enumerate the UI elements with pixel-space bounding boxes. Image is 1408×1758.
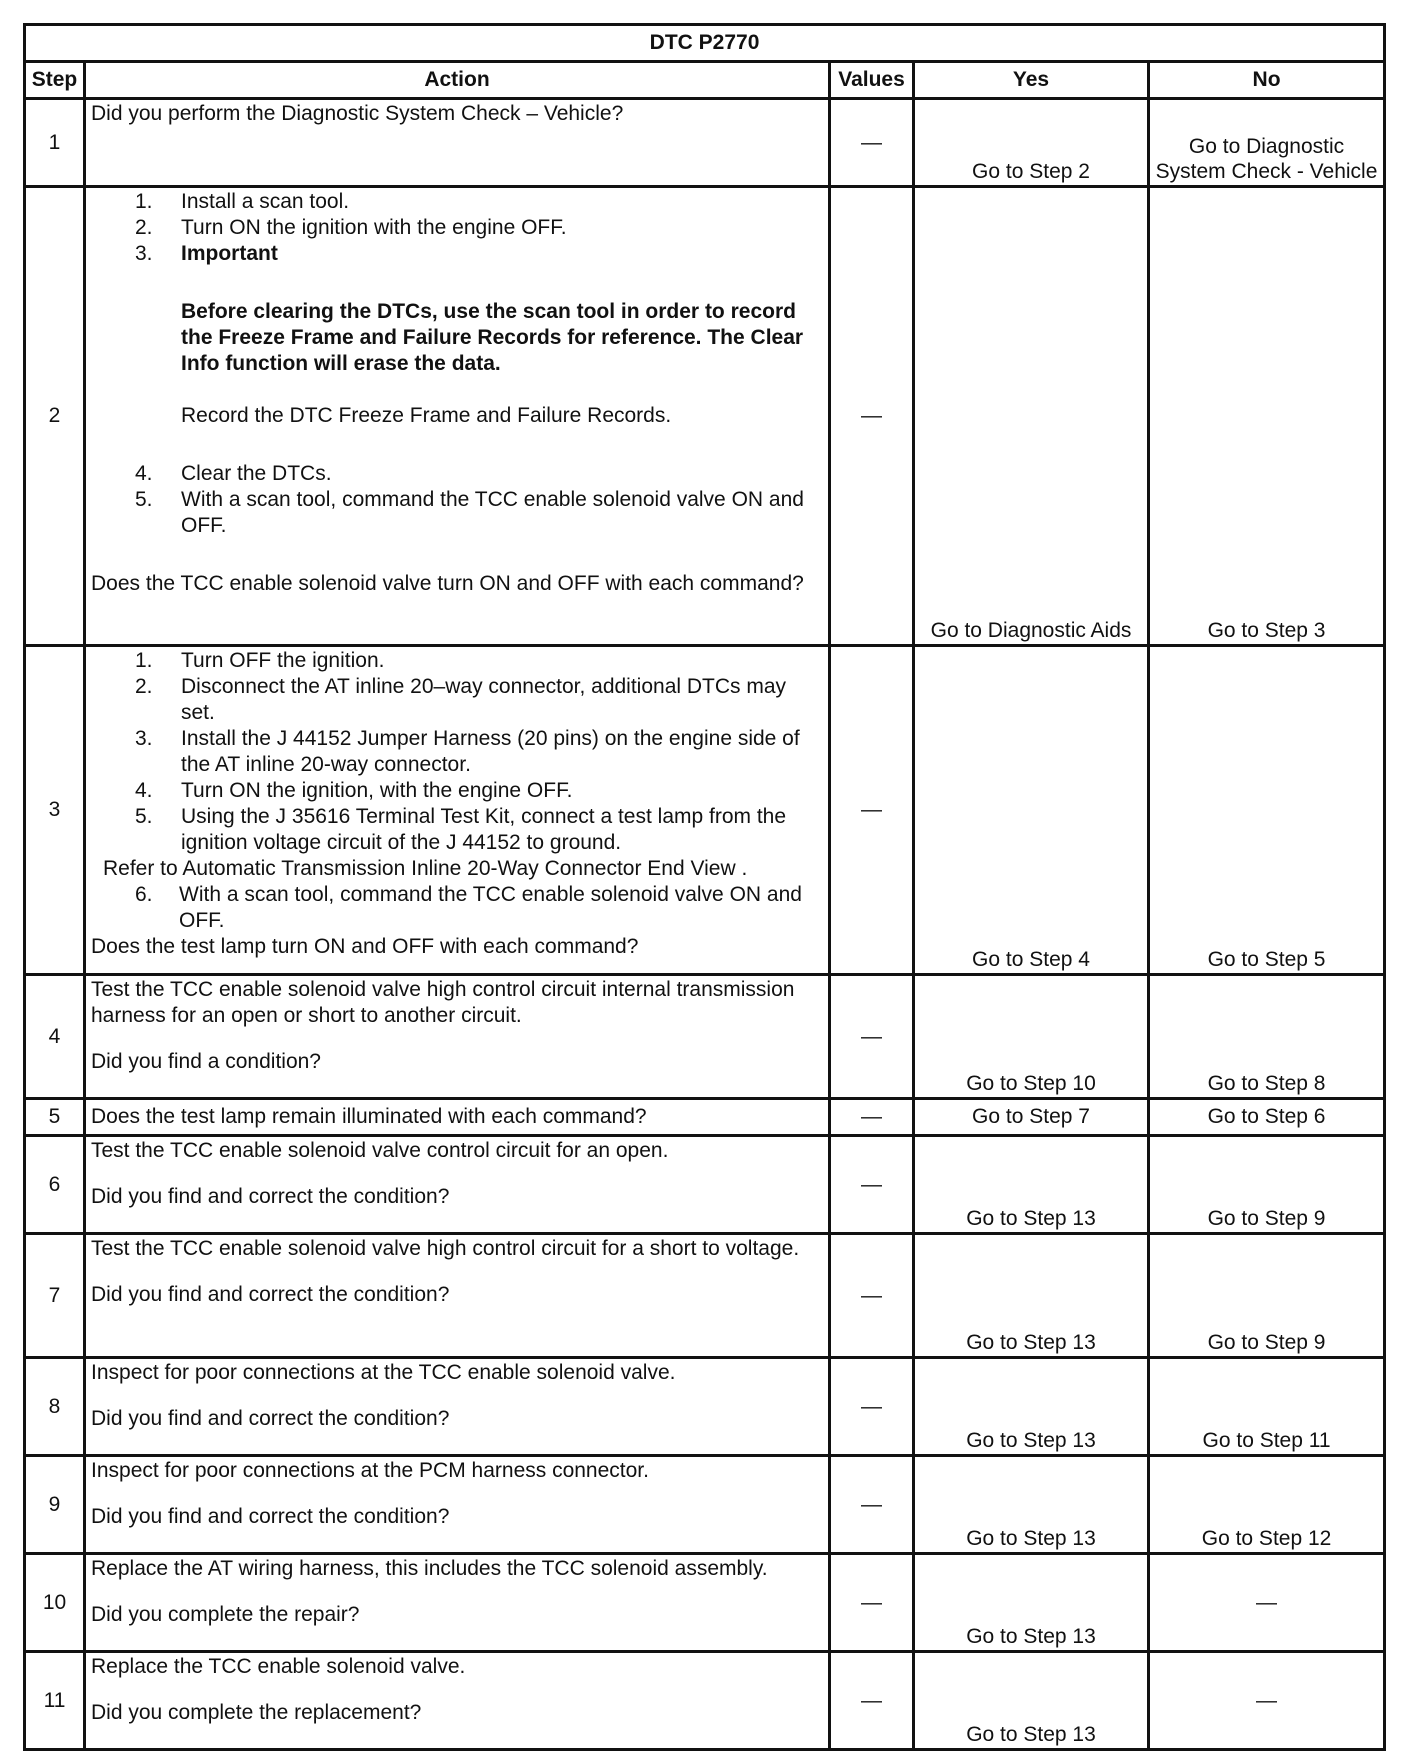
action-text: Replace the TCC enable solenoid valve. xyxy=(91,1655,466,1678)
values-cell: — xyxy=(830,1652,914,1750)
yes-cell: Go to Step 13 xyxy=(914,1554,1149,1652)
table-title: DTC P2770 xyxy=(25,25,1385,62)
list-item xyxy=(91,778,823,804)
action-question: Did you find a condition? xyxy=(91,1050,321,1073)
values-cell: — xyxy=(830,1358,914,1456)
item-number: 5. xyxy=(135,805,153,828)
no-cell: — xyxy=(1149,1554,1385,1652)
action-cell xyxy=(85,1554,830,1652)
item-text: Turn ON the ignition with the engine OFF. xyxy=(181,216,567,239)
table-row xyxy=(25,187,1385,646)
action-question: Did you find and correct the condition? xyxy=(91,1283,450,1306)
action-cell xyxy=(85,1652,830,1750)
action-text: Test the TCC enable solenoid valve control circuit for an open. xyxy=(91,1139,669,1162)
step-number: 7 xyxy=(25,1234,85,1358)
dtc-table xyxy=(23,23,1386,1751)
item-text: Turn OFF the ignition. xyxy=(181,649,385,672)
action-text: Inspect for poor connections at the TCC enable solenoid valve. xyxy=(91,1361,676,1384)
item-number: 4. xyxy=(135,462,153,485)
table-row xyxy=(25,1456,1385,1554)
action-cell xyxy=(85,1234,830,1358)
step-number: 8 xyxy=(25,1358,85,1456)
no-cell: Go to Diagnostic System Check - Vehicle xyxy=(1149,99,1385,187)
action-steps xyxy=(91,648,823,856)
yes-cell: Go to Step 2 xyxy=(914,99,1149,187)
action-question: Does the test lamp turn ON and OFF with each command? xyxy=(91,935,639,958)
list-item xyxy=(91,487,823,539)
action-cell xyxy=(85,1099,830,1136)
action-text: Test the TCC enable solenoid valve high control circuit for a short to voltage. xyxy=(91,1237,800,1260)
values-cell: — xyxy=(830,1136,914,1234)
yes-cell: Go to Step 13 xyxy=(914,1358,1149,1456)
action-cell xyxy=(85,1358,830,1456)
item-number: 1. xyxy=(135,649,153,672)
step-number: 11 xyxy=(25,1652,85,1750)
action-cell xyxy=(85,99,830,187)
item-number: 2. xyxy=(135,216,153,239)
action-question: Did you complete the repair? xyxy=(91,1603,360,1626)
important-heading: Important xyxy=(181,242,278,265)
values-cell: — xyxy=(830,187,914,646)
action-question: Did you find and correct the condition? xyxy=(91,1505,450,1528)
action-steps xyxy=(91,461,823,539)
no-cell: — xyxy=(1149,1652,1385,1750)
step-number: 1 xyxy=(25,99,85,187)
action-question: Does the test lamp remain illuminated with each command? xyxy=(91,1105,647,1128)
header-no: No xyxy=(1149,62,1385,99)
header-yes: Yes xyxy=(914,62,1149,99)
action-question: Did you find and correct the condition? xyxy=(91,1407,450,1430)
action-steps xyxy=(91,882,823,934)
no-cell: Go to Step 9 xyxy=(1149,1136,1385,1234)
item-text: Clear the DTCs. xyxy=(181,462,332,485)
header-row xyxy=(25,62,1385,99)
table-row xyxy=(25,99,1385,187)
action-text: Replace the AT wiring harness, this includes the TCC solenoid assembly. xyxy=(91,1557,768,1580)
no-cell: Go to Step 6 xyxy=(1149,1099,1385,1136)
list-item xyxy=(91,804,823,856)
no-cell: Go to Step 3 xyxy=(1149,187,1385,646)
no-cell: Go to Step 12 xyxy=(1149,1456,1385,1554)
step-number: 3 xyxy=(25,646,85,975)
table-row xyxy=(25,1652,1385,1750)
action-cell xyxy=(85,975,830,1099)
no-cell: Go to Step 9 xyxy=(1149,1234,1385,1358)
values-cell: — xyxy=(830,1234,914,1358)
header-action: Action xyxy=(85,62,830,99)
refer-link-text: Refer to Automatic Transmission Inline 20-Way Connector End View . xyxy=(103,857,748,880)
item-number: 3. xyxy=(135,727,153,750)
step-number: 5 xyxy=(25,1099,85,1136)
yes-cell: Go to Step 13 xyxy=(914,1136,1149,1234)
yes-cell: Go to Step 4 xyxy=(914,646,1149,975)
action-question: Does the TCC enable solenoid valve turn ON and OFF with each command? xyxy=(91,572,804,595)
item-text: Install a scan tool. xyxy=(181,190,350,213)
item-text: Using the J 35616 Terminal Test Kit, connect a test lamp from the ignition voltage circuit of the J 44152 to ground. xyxy=(181,805,787,854)
list-item xyxy=(91,726,823,778)
step-number: 4 xyxy=(25,975,85,1099)
action-steps xyxy=(91,189,823,267)
yes-cell: Go to Step 7 xyxy=(914,1099,1149,1136)
dtc-document xyxy=(23,23,1383,1748)
item-text: With a scan tool, command the TCC enable solenoid valve ON and OFF. xyxy=(181,488,804,537)
list-item xyxy=(91,241,823,267)
list-item xyxy=(91,215,823,241)
no-cell: Go to Step 8 xyxy=(1149,975,1385,1099)
values-cell: — xyxy=(830,975,914,1099)
table-row xyxy=(25,1099,1385,1136)
action-text: Inspect for poor connections at the PCM harness connector. xyxy=(91,1459,649,1482)
table-row xyxy=(25,646,1385,975)
list-item xyxy=(91,189,823,215)
list-item xyxy=(91,882,823,934)
important-text: Before clearing the DTCs, use the scan tool in order to record the Freeze Frame and Failure Records for reference. The Clear Info function will erase the data. xyxy=(181,300,804,375)
list-item xyxy=(91,461,823,487)
no-cell: Go to Step 5 xyxy=(1149,646,1385,975)
table-row xyxy=(25,975,1385,1099)
table-row xyxy=(25,1234,1385,1358)
yes-cell: Go to Diagnostic Aids xyxy=(914,187,1149,646)
values-cell: — xyxy=(830,99,914,187)
action-question: Did you find and correct the condition? xyxy=(91,1185,450,1208)
yes-cell: Go to Step 13 xyxy=(914,1652,1149,1750)
values-cell: — xyxy=(830,646,914,975)
action-cell xyxy=(85,646,830,975)
item-text: With a scan tool, command the TCC enable solenoid valve ON and OFF. xyxy=(179,883,802,932)
yes-cell: Go to Step 10 xyxy=(914,975,1149,1099)
list-item xyxy=(91,648,823,674)
item-number: 1. xyxy=(135,190,153,213)
yes-cell: Go to Step 13 xyxy=(914,1234,1149,1358)
values-cell: — xyxy=(830,1099,914,1136)
item-number: 2. xyxy=(135,675,153,698)
step-number: 2 xyxy=(25,187,85,646)
action-cell xyxy=(85,1456,830,1554)
item-number: 4. xyxy=(135,779,153,802)
step-number: 9 xyxy=(25,1456,85,1554)
header-step: Step xyxy=(25,62,85,99)
action-text: Test the TCC enable solenoid valve high control circuit internal transmission harness for an open or short to another circuit. xyxy=(91,978,795,1027)
item-text: Disconnect the AT inline 20–way connector, additional DTCs may set. xyxy=(181,675,787,724)
item-number: 3. xyxy=(135,242,153,265)
action-question: Did you perform the Diagnostic System Check – Vehicle? xyxy=(91,102,624,125)
record-text: Record the DTC Freeze Frame and Failure Records. xyxy=(181,404,672,427)
item-number: 5. xyxy=(135,488,153,511)
values-cell: — xyxy=(830,1456,914,1554)
header-values: Values xyxy=(830,62,914,99)
action-cell xyxy=(85,187,830,646)
action-question: Did you complete the replacement? xyxy=(91,1701,422,1724)
list-item xyxy=(91,674,823,726)
no-cell: Go to Step 11 xyxy=(1149,1358,1385,1456)
step-number: 6 xyxy=(25,1136,85,1234)
yes-cell: Go to Step 13 xyxy=(914,1456,1149,1554)
table-row xyxy=(25,1358,1385,1456)
item-text: Turn ON the ignition, with the engine OFF. xyxy=(181,779,573,802)
values-cell: — xyxy=(830,1554,914,1652)
step-number: 10 xyxy=(25,1554,85,1652)
table-row xyxy=(25,1554,1385,1652)
item-number: 6. xyxy=(135,883,153,906)
action-cell xyxy=(85,1136,830,1234)
table-row xyxy=(25,1136,1385,1234)
item-text: Install the J 44152 Jumper Harness (20 pins) on the engine side of the AT inline 20-way connector. xyxy=(181,727,800,776)
